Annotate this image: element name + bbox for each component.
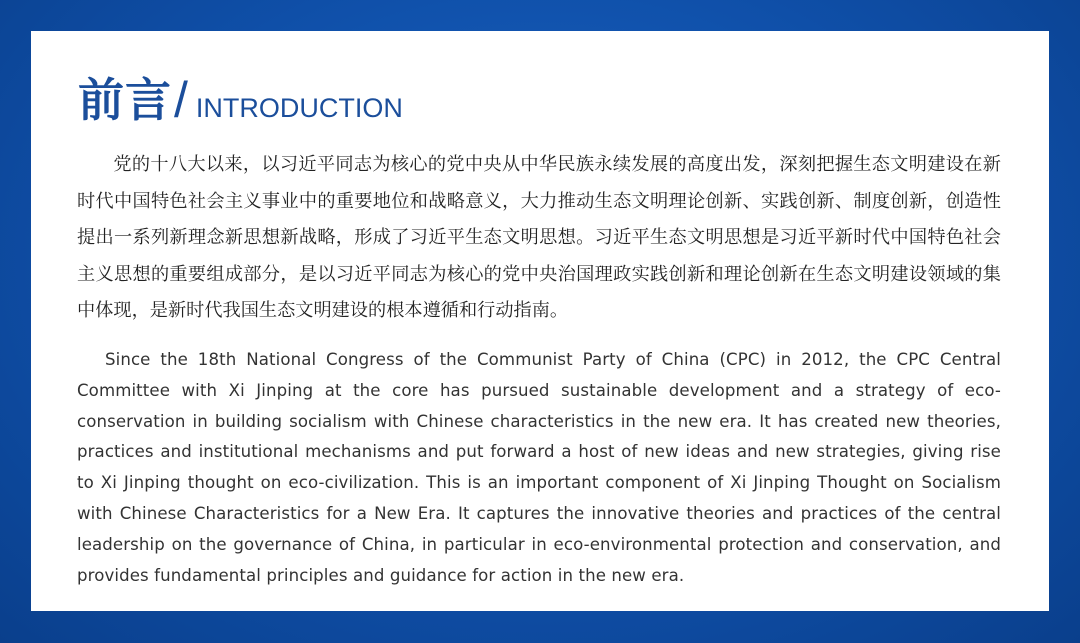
heading-slash: / bbox=[174, 72, 188, 128]
heading-title-english: INTRODUCTION bbox=[195, 93, 403, 123]
heading-title-chinese: 前言 bbox=[78, 73, 172, 127]
paragraph-english: Since the 18th National Congress of the Communist Party of China (CPC) in 2012, the CPC Central Committee with Xi Jinping at the core has pursued sustainable development and a strategy of eco-conservation in building socialism with Chinese characteristics in the new era. It has created new theories, practices and institutional mechanisms and put forward a host of new ideas and new strategies, giving rise to Xi Jinping thought on eco-civilization. This is an important component of Xi Jinping Thought on Socialism with Chinese Characteristics for a New Era. It captures the innovative theories and practices of the central leadership on the governance of China, in particular in eco-environmental protection and conservation, and provides fundamental principles and guidance for action in the new era. bbox=[77, 350, 1001, 585]
content-card bbox=[31, 31, 1049, 611]
section-heading bbox=[78, 72, 403, 128]
paragraph-chinese: 党的十八大以来，以习近平同志为核心的党中央从中华民族永续发展的高度出发，深刻把握生态文明建设在新时代中国特色社会主义事业中的重要地位和战略意义，大力推动生态文明理论创新、实践创新、制度创新，创造性提出一系列新理念新思想新战略，形成了习近平生态文明思想。习近平生态文明思想是习近平新时代中国特色社会主义思想的重要组成部分，是以习近平同志为核心的党中央治国理政实践创新和理论创新在生态文明建设领域的集中体现，是新时代我国生态文明建设的根本遵循和行动指南。 bbox=[77, 154, 1001, 321]
